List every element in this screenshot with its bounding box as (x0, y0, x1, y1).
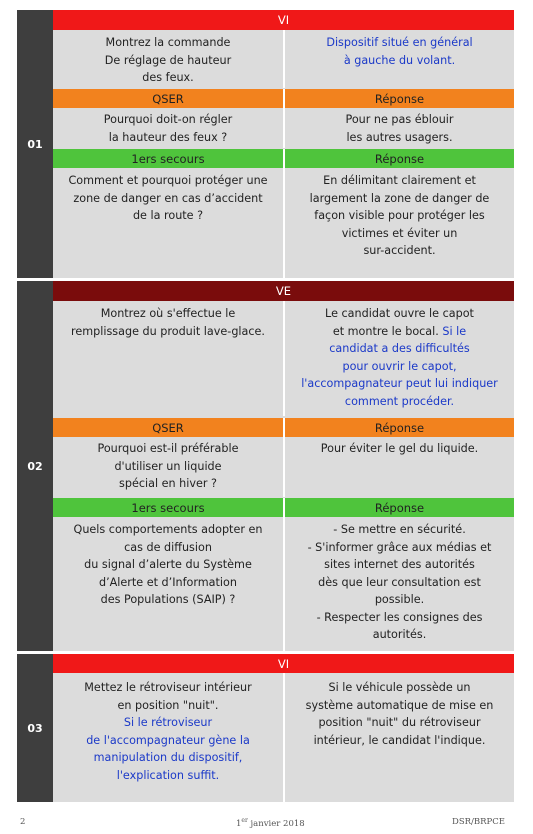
line: l'accompagnateur peut lui indiquer (301, 377, 498, 390)
qser-row (53, 437, 514, 497)
date-rest: janvier 2018 (247, 818, 305, 829)
line: pour ouvrir le capot, (342, 359, 457, 373)
line: Quels comportements adopter en (73, 523, 263, 536)
line: cas de diffusion (124, 540, 212, 554)
line: De réglage de hauteur (104, 53, 232, 67)
block-number: 03 (17, 654, 53, 802)
line: Montrez la commande (105, 36, 231, 49)
vi-header: VI (53, 654, 514, 673)
vi-row (53, 673, 514, 802)
line: intérieur, le candidat l'indique. (313, 733, 486, 747)
block-grid (53, 654, 514, 802)
vi-answer (285, 673, 514, 802)
line: - S'informer grâce aux médias et (307, 540, 492, 554)
line: Pour ne pas éblouir (345, 113, 454, 126)
block-number: 02 (17, 281, 53, 651)
line: Pourquoi doit-on régler (103, 113, 233, 126)
line: en position "nuit". (117, 698, 219, 712)
qser-answer-label: Réponse (374, 420, 425, 435)
secours-label: 1ers secours (53, 498, 285, 517)
line: la hauteur des feux ? (108, 130, 228, 144)
vi-question (53, 673, 285, 802)
line: victimes et éviter un (341, 226, 458, 240)
line: d’Alerte et d’Information (99, 575, 237, 589)
date-day: 1 (236, 818, 242, 829)
line: d'utiliser un liquide (114, 459, 222, 473)
line: comment procéder. (344, 394, 455, 408)
line: Pour éviter le gel du liquide. (320, 442, 479, 455)
secours-header (53, 149, 514, 168)
vi-header: VI (53, 10, 514, 30)
text: et montre le bocal. (332, 324, 439, 338)
line: autorités. (372, 628, 427, 641)
qser-answer (285, 437, 514, 497)
secours-label: 1ers secours (53, 149, 285, 168)
secours-answer (285, 168, 514, 278)
line: sur-accident. (363, 244, 436, 257)
line: manipulation du dispositif, (93, 751, 243, 764)
block-number: 01 (17, 10, 53, 278)
qser-question (53, 437, 285, 497)
line: dès que leur consultation est (318, 575, 481, 589)
footer-org: DSR/BRPCE (452, 817, 505, 827)
line: spécial en hiver ? (119, 477, 217, 490)
block-grid (53, 281, 514, 651)
block-01 (17, 10, 514, 278)
qser-label: QSER (53, 89, 285, 108)
secours-question (53, 517, 285, 651)
ve-row (53, 301, 514, 416)
line: façon visible pour protéger les (314, 209, 485, 222)
line: du signal d’alerte du Système (84, 558, 252, 571)
line: Pourquoi est-il préférable (97, 442, 239, 455)
qser-question (53, 108, 285, 148)
line: - Se mettre en sécurité. (333, 523, 466, 536)
line: Le candidat ouvre le capot (325, 307, 474, 320)
line: candidat a des difficultés (329, 342, 470, 355)
line: les autres usagers. (346, 130, 453, 144)
line: - Respecter les consignes des (316, 610, 483, 624)
ve-answer (285, 301, 514, 416)
line: des Populations (SAIP) ? (100, 593, 236, 606)
line: Mettez le rétroviseur intérieur (84, 681, 252, 694)
text: Si le (442, 324, 467, 338)
line: position "nuit" du rétroviseur (318, 716, 481, 729)
secours-header (53, 498, 514, 517)
block-grid (53, 10, 514, 278)
block-03 (17, 654, 514, 802)
page-number: 2 (20, 817, 26, 827)
line: En délimitant clairement et (323, 174, 476, 187)
line: remplissage du produit lave-glace. (71, 324, 265, 338)
line: l'explication suffit. (116, 768, 220, 782)
line: à gauche du volant. (343, 53, 456, 67)
secours-answer (285, 517, 514, 651)
vi-answer (285, 30, 514, 88)
qser-label: QSER (53, 418, 285, 437)
secours-answer-label: Réponse (374, 151, 425, 166)
qser-row (53, 108, 514, 148)
line: Dispositif situé en général (326, 36, 473, 49)
line: de la route ? (132, 209, 204, 222)
secours-row (53, 168, 514, 278)
sheet (17, 10, 514, 802)
line: possible. (374, 593, 425, 606)
qser-answer-label: Réponse (374, 91, 425, 106)
qser-header (53, 418, 514, 437)
secours-answer-label: Réponse (374, 500, 425, 515)
line: Montrez où s'effectue le (100, 307, 236, 320)
date-sup: er (241, 817, 248, 824)
block-02 (17, 281, 514, 651)
ve-header: VE (53, 281, 514, 301)
line: Si le rétroviseur (123, 716, 213, 729)
line: Si le véhicule possède un (328, 681, 471, 694)
line: zone de danger en cas d’accident (73, 191, 263, 205)
footer-date (236, 817, 305, 829)
line: de l'accompagnateur gène la (86, 733, 250, 747)
secours-row (53, 517, 514, 651)
line: système automatique de mise en (305, 698, 494, 712)
secours-question (53, 168, 285, 278)
ve-question (53, 301, 285, 416)
line: des feux. (142, 71, 194, 84)
line: Comment et pourquoi protéger une (68, 174, 268, 187)
line: sites internet des autorités (324, 558, 475, 571)
vi-question (53, 30, 285, 88)
qser-header (53, 89, 514, 108)
line: largement la zone de danger de (309, 191, 490, 205)
line (333, 323, 466, 341)
qser-answer (285, 108, 514, 148)
vi-row (53, 30, 514, 88)
